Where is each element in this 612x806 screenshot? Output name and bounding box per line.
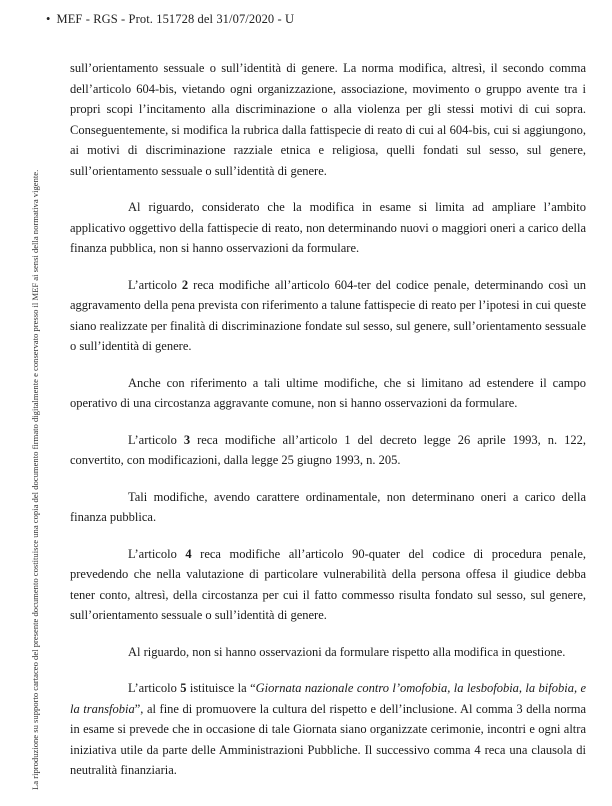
article-prefix: L’articolo xyxy=(128,681,181,695)
paragraph-1: sull’orientamento sessuale o sull’identità di genere. La norma modifica, altresì, il secondo comma dell’articolo 604-bis, vietando ogni organizzazione, associazione, movimento o gruppo avente tra i propri scopi l’incitamento alla discriminazione o alla violenza per gli stessi motivi di cui sopra. Conseguentemente, si modifica la rubrica dalla fattispecie di reato di cui al 604-bis, cui si aggiungono, ai motivi di discriminazione razziale etnica e religiosa, quelli fondati sul sesso, sul genere, sull’orientamento sessuale o sull’identità di genere. xyxy=(70,61,586,178)
article-number: 4 xyxy=(185,546,192,561)
paragraph-7 xyxy=(70,544,586,626)
paragraph-3 xyxy=(70,275,586,357)
article-number: 5 xyxy=(180,681,187,695)
event-name: Giornata nazionale contro l’omofobia, la lesbofobia, la bifobia, e la transfobia xyxy=(70,681,587,716)
article-number: 3 xyxy=(183,432,191,447)
paragraph-4: Anche con riferimento a tali ultime modifiche, che si limitano ad estendere il campo operativo di una circostanza aggravante comune, non si hanno osservazioni da formulare. xyxy=(70,375,586,410)
paragraph-5 xyxy=(70,430,586,471)
paragraph-6: Tali modifiche, avendo carattere ordinamentale, non determinano oneri a carico della finanza pubblica. xyxy=(70,489,586,524)
article-text: istituisce la “ xyxy=(186,681,256,695)
digital-signature-note: La riproduzione su supporto cartaceo del presente documento costituisce una copia del documento firmato digitalmente e conservato presso il MEF ai sensi della normativa vigente. xyxy=(30,169,40,790)
header-bullet: • xyxy=(46,12,51,26)
article-text: reca modifiche all’articolo 1 del decreto legge 26 aprile 1993, n. 122, convertito, con modificazioni, dalla legge 25 giugno 1993, n. 205. xyxy=(70,432,586,467)
paragraph-8: Al riguardo, non si hanno osservazioni da formulare rispetto alla modifica in questione. xyxy=(128,644,566,659)
article-prefix: L’articolo xyxy=(128,277,182,292)
article-text: reca modifiche all’articolo 604-ter del codice penale, determinando così un aggravamento della pena prevista con riferimento a talune fattispecie di reato per l’ipotesi in cui queste siano realizzate per finalità di discriminazione fondate sul sesso, sul genere, sull’orientamento sessuale o sull’identità di genere. xyxy=(70,277,586,353)
document-body xyxy=(70,58,586,797)
article-prefix: L’articolo xyxy=(128,546,186,561)
article-text: reca modifiche all’articolo 90-quater del codice di procedura penale, prevedendo che nella valutazione di particolare vulnerabilità della persona offesa il giudice debba tener conto, altresì, della circostanza per cui il fatto commesso risulta fondato sul sesso, sul genere, sull’orientamento sessuale o sull’identità di genere. xyxy=(70,546,586,622)
paragraph-2: Al riguardo, considerato che la modifica in esame si limita ad ampliare l’ambito applicativo oggettivo della fattispecie di reato, non determinando nuovi o maggiori oneri a carico della finanza pubblica, non si hanno osservazioni da formulare. xyxy=(70,200,586,255)
protocol-number: MEF - RGS - Prot. 151728 del 31/07/2020 - U xyxy=(56,12,295,26)
article-text-continued: ”, al fine di promuovere la cultura del rispetto e dell’inclusione. Al comma 3 della norma in esame si prevede che in occasione di tale Giornata siano organizzate cerimonie, incontri e ogni altra iniziativa utile da parte delle Amministrazioni Pubbliche. Il successivo comma 4 reca una clausola di neutralità finanziaria. xyxy=(70,701,587,777)
article-prefix: L’articolo xyxy=(128,432,184,447)
article-number: 2 xyxy=(181,277,189,292)
document-header xyxy=(46,12,294,27)
paragraph-9 xyxy=(70,678,586,781)
